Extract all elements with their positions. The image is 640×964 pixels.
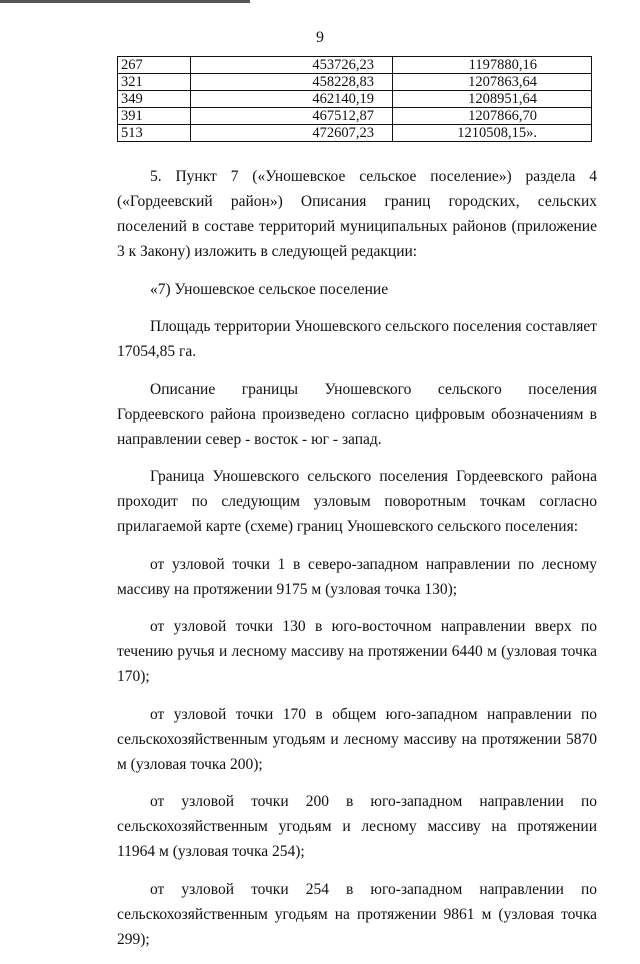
area-paragraph: Площадь территории Уношевского сельского поселения составляет 17054,85 га. [117,318,597,360]
y-coordinate-cell: 1210508,15». [393,125,592,142]
point-number-cell: 391 [118,108,191,125]
y-coordinate-cell: 1208951,64 [393,91,592,108]
y-coordinate-cell: 1197880,16 [393,57,592,74]
boundary-segment: от узловой точки 170 в общем юго-западном направлении по сельскохозяйственным угодьям и лесному массиву на протяжении 5870 м (узловая точка 200); [117,705,597,773]
x-coordinate-cell: 462140,19 [191,91,393,108]
y-coordinate-cell: 1207863,64 [393,74,592,91]
point-number-cell: 267 [118,57,191,74]
y-coordinate-cell: 1207866,70 [393,108,592,125]
table-row [118,74,592,91]
x-coordinate-cell: 467512,87 [191,108,393,125]
x-coordinate-cell: 472607,23 [191,125,393,142]
x-coordinate-cell: 453726,23 [191,57,393,74]
boundary-segment: от узловой точки 200 в юго-западном направлении по сельскохозяйственным угодьям и лесному массиву на протяжении 11964 м (узловая точка 254); [117,793,597,860]
table-row [118,57,592,74]
boundary-segment: от узловой точки 130 в юго-восточном направлении вверх по течению ручья и лесному массиву на протяжении 6440 м (узловая точка 170); [117,618,597,685]
boundary-paragraph: Граница Уношевского сельского поселения Гордеевского района проходит по следующим узловым поворотным точкам согласно прилагаемой карте (схеме) границ Уношевского сельского поселения: [117,468,597,535]
table-row [118,108,592,125]
section-heading: «7) Уношевское сельское поселение [150,280,389,298]
boundary-segment: от узловой точки 1 в северо-западном направлении по лесному массиву на протяжении 9175 м (узловая точка 130); [117,555,597,598]
coordinates-table [117,56,592,142]
top-edge-rule [0,0,250,3]
description-paragraph: Описание границы Уношевского сельского поселения Гордеевского района произведено согласно цифровым обозначениям в направлении север - восток - юг - запад. [117,380,597,448]
x-coordinate-cell: 458228,83 [191,74,393,91]
amendment-paragraph: 5. Пункт 7 («Уношевское сельское поселение») раздела 4 («Гордеевский район») Описания границ городских, сельских поселений в составе территорий муниципальных районов (приложение 3 к Закону) изложить в следующей редакции: [117,168,597,260]
point-number-cell: 513 [118,125,191,142]
boundary-segment: от узловой точки 254 в юго-западном направлении по сельскохозяйственным угодьям на протяжении 9861 м (узловая точка 299); [117,880,597,948]
table-row [118,125,592,142]
point-number-cell: 321 [118,74,191,91]
point-number-cell: 349 [118,91,191,108]
document-body [117,164,597,964]
table-row [118,91,592,108]
page-number: 9 [316,29,324,46]
